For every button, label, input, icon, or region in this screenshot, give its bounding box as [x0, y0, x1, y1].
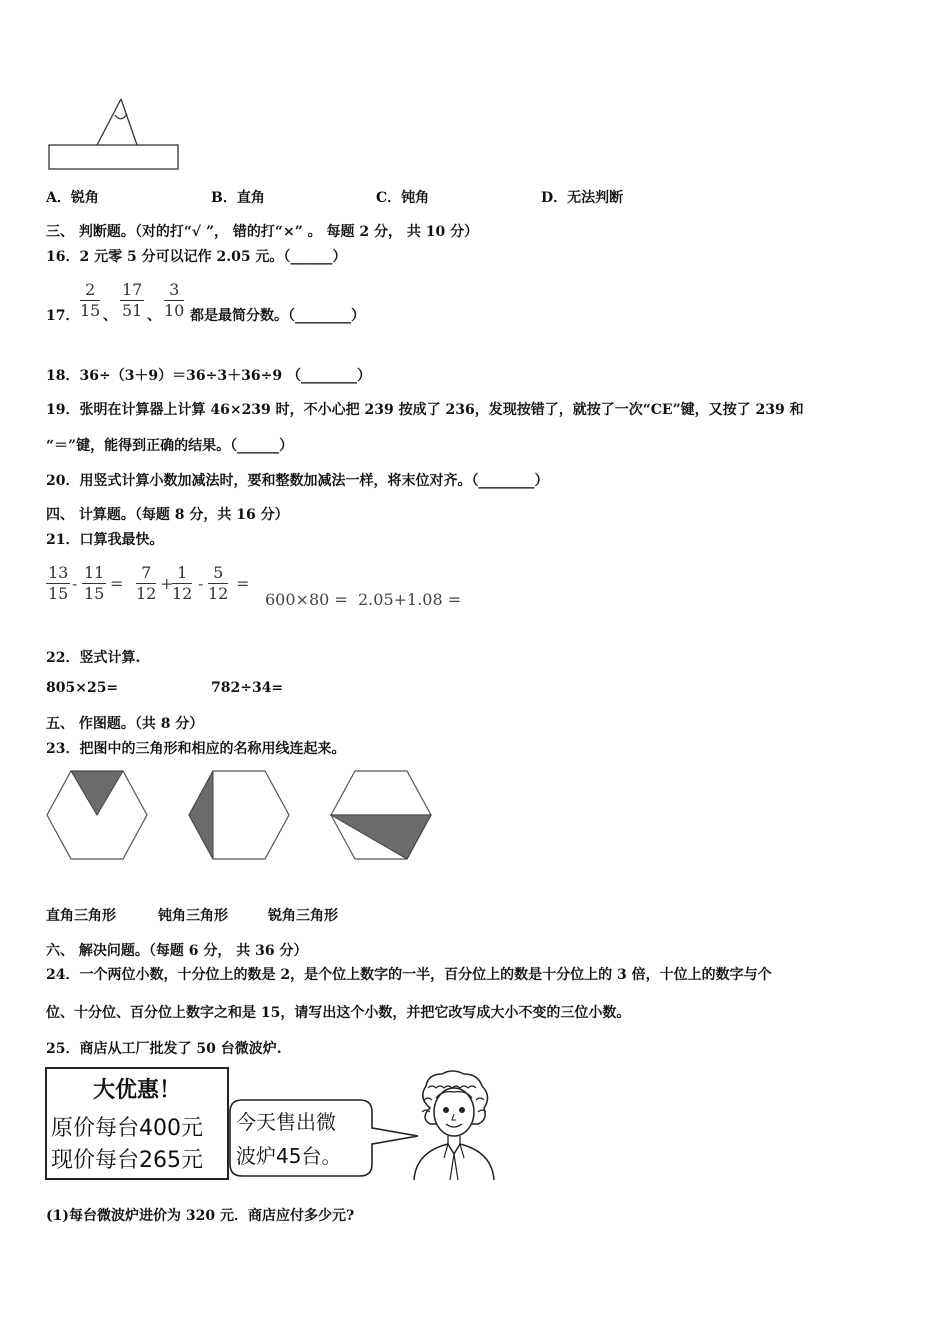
q21-expr3: 600×80 = — [265, 590, 348, 609]
q17-suffix: 都是最简分数。（________） — [190, 308, 365, 324]
q22-item-b: 782÷34= — [211, 680, 284, 696]
q21-expr1-frac-a — [46, 563, 70, 604]
q21-expr1-frac-b-num: 11 — [84, 563, 105, 582]
question-21: 21．口算我最快。 — [46, 532, 164, 548]
q17-prefix: 17． — [46, 308, 80, 324]
hexagon-figure-2 — [188, 768, 292, 862]
q21-expr4: 2.05+1.08 = — [358, 590, 462, 609]
q17-fraction-1 — [80, 280, 100, 321]
q21-expr2-frac-a-den: 12 — [136, 584, 157, 603]
option-a[interactable]: A．锐角 — [46, 190, 99, 206]
question-22: 22．竖式计算. — [46, 650, 141, 666]
question-19-line2: “＝”键，能得到正确的结果。（______） — [46, 438, 294, 454]
q21-expr1-eq: = — [110, 574, 124, 593]
angle-figure — [45, 95, 185, 175]
bubble-line1: 今天售出微 — [236, 1110, 336, 1134]
promo-title: 大优惠！ — [92, 1078, 181, 1103]
q21-expr1-frac-a-num: 13 — [48, 563, 69, 582]
q21-expr1-frac-b-den: 15 — [84, 584, 105, 603]
q21-expr2-eq: = — [236, 574, 250, 593]
triangle-label-right: 直角三角形 — [46, 908, 116, 924]
q21-expr2-frac-b-num: 1 — [172, 563, 192, 584]
section4-title: 四、 计算题。（每题 8 分，共 16 分） — [46, 507, 289, 523]
q17-fraction-3-den: 10 — [164, 301, 185, 320]
q17-fraction-2-num: 17 — [122, 280, 143, 299]
option-b[interactable]: B．直角 — [211, 190, 265, 206]
q17-separator-1: 、 — [103, 308, 117, 324]
q21-expr2-op2: - — [198, 574, 204, 593]
q22-item-a: 805×25= — [46, 680, 119, 696]
hexagon-figure-3 — [330, 768, 434, 862]
option-d[interactable]: D．无法判断 — [541, 190, 624, 206]
q17-fraction-2 — [120, 280, 144, 321]
question-18: 18．36÷（3＋9）＝36÷3＋36÷9 （________） — [46, 368, 371, 384]
question-24-line2: 位、十分位、百分位上数字之和是 15，请写出这个小数，并把它改写成大小不变的三位小数。 — [46, 1005, 631, 1021]
bubble-line2: 波炉45台。 — [236, 1144, 342, 1168]
q21-expr2-frac-a — [136, 563, 156, 604]
question-24-line1: 24．一个两位小数，十分位上的数是 2，是个位上数字的一半，百分位上的数是十分位上的 3 倍，十位上的数字与个 — [46, 967, 772, 983]
option-c[interactable]: C．钝角 — [376, 190, 430, 206]
section6-title: 六、 解决问题。（每题 6 分， 共 36 分） — [46, 943, 308, 959]
promo-sign — [45, 1067, 229, 1180]
promo-original-price: 原价每台400元 — [51, 1116, 203, 1141]
question-25-part1: (1)每台微波炉进价为 320 元．商店应付多少元? — [46, 1208, 355, 1224]
triangle-label-obtuse: 钝角三角形 — [158, 908, 228, 924]
question-23: 23．把图中的三角形和相应的名称用线连起来。 — [46, 741, 346, 757]
q21-expr2-frac-b — [172, 563, 192, 604]
q21-expr2-op1: + — [160, 574, 174, 593]
q17-fraction-3 — [164, 280, 184, 321]
q21-expr1-frac-b — [82, 563, 106, 604]
q17-fraction-1-num: 2 — [80, 280, 100, 301]
q17-separator-2: 、 — [147, 308, 161, 324]
question-25: 25．商店从工厂批发了 50 台微波炉. — [46, 1041, 282, 1057]
person-illustration — [408, 1068, 500, 1182]
q21-expr2-frac-b-den: 12 — [172, 584, 193, 603]
question-16: 16．2 元零 5 分可以记作 2.05 元。（______） — [46, 249, 347, 265]
q17-fraction-3-num: 3 — [164, 280, 184, 301]
q21-expr2-frac-c-num: 5 — [208, 563, 228, 584]
section5-title: 五、 作图题。（共 8 分） — [46, 716, 204, 732]
triangle-label-acute: 锐角三角形 — [268, 908, 338, 924]
hexagon-figure-1 — [46, 768, 150, 862]
q21-expr1-op: - — [72, 574, 78, 593]
section3-title: 三、 判断题。（对的打“√ ”， 错的打“×” 。 每题 2 分， 共 10 分） — [46, 224, 479, 240]
q17-fraction-2-den: 51 — [122, 301, 143, 320]
q17-fraction-1-den: 15 — [80, 301, 101, 320]
question-20: 20．用竖式计算小数加减法时，要和整数加减法一样，将末位对齐。（________） — [46, 473, 549, 489]
q21-expr2-frac-a-num: 7 — [136, 563, 156, 584]
q21-expr2-frac-c-den: 12 — [208, 584, 229, 603]
question-19-line1: 19．张明在计算器上计算 46×239 时，不小心把 239 按成了 236，发现按错了，就按了一次“CE”键，又按了 239 和 — [46, 402, 804, 418]
q21-expr2-frac-c — [208, 563, 228, 604]
q21-expr1-frac-a-den: 15 — [48, 584, 69, 603]
promo-current-price: 现价每台265元 — [51, 1148, 203, 1173]
